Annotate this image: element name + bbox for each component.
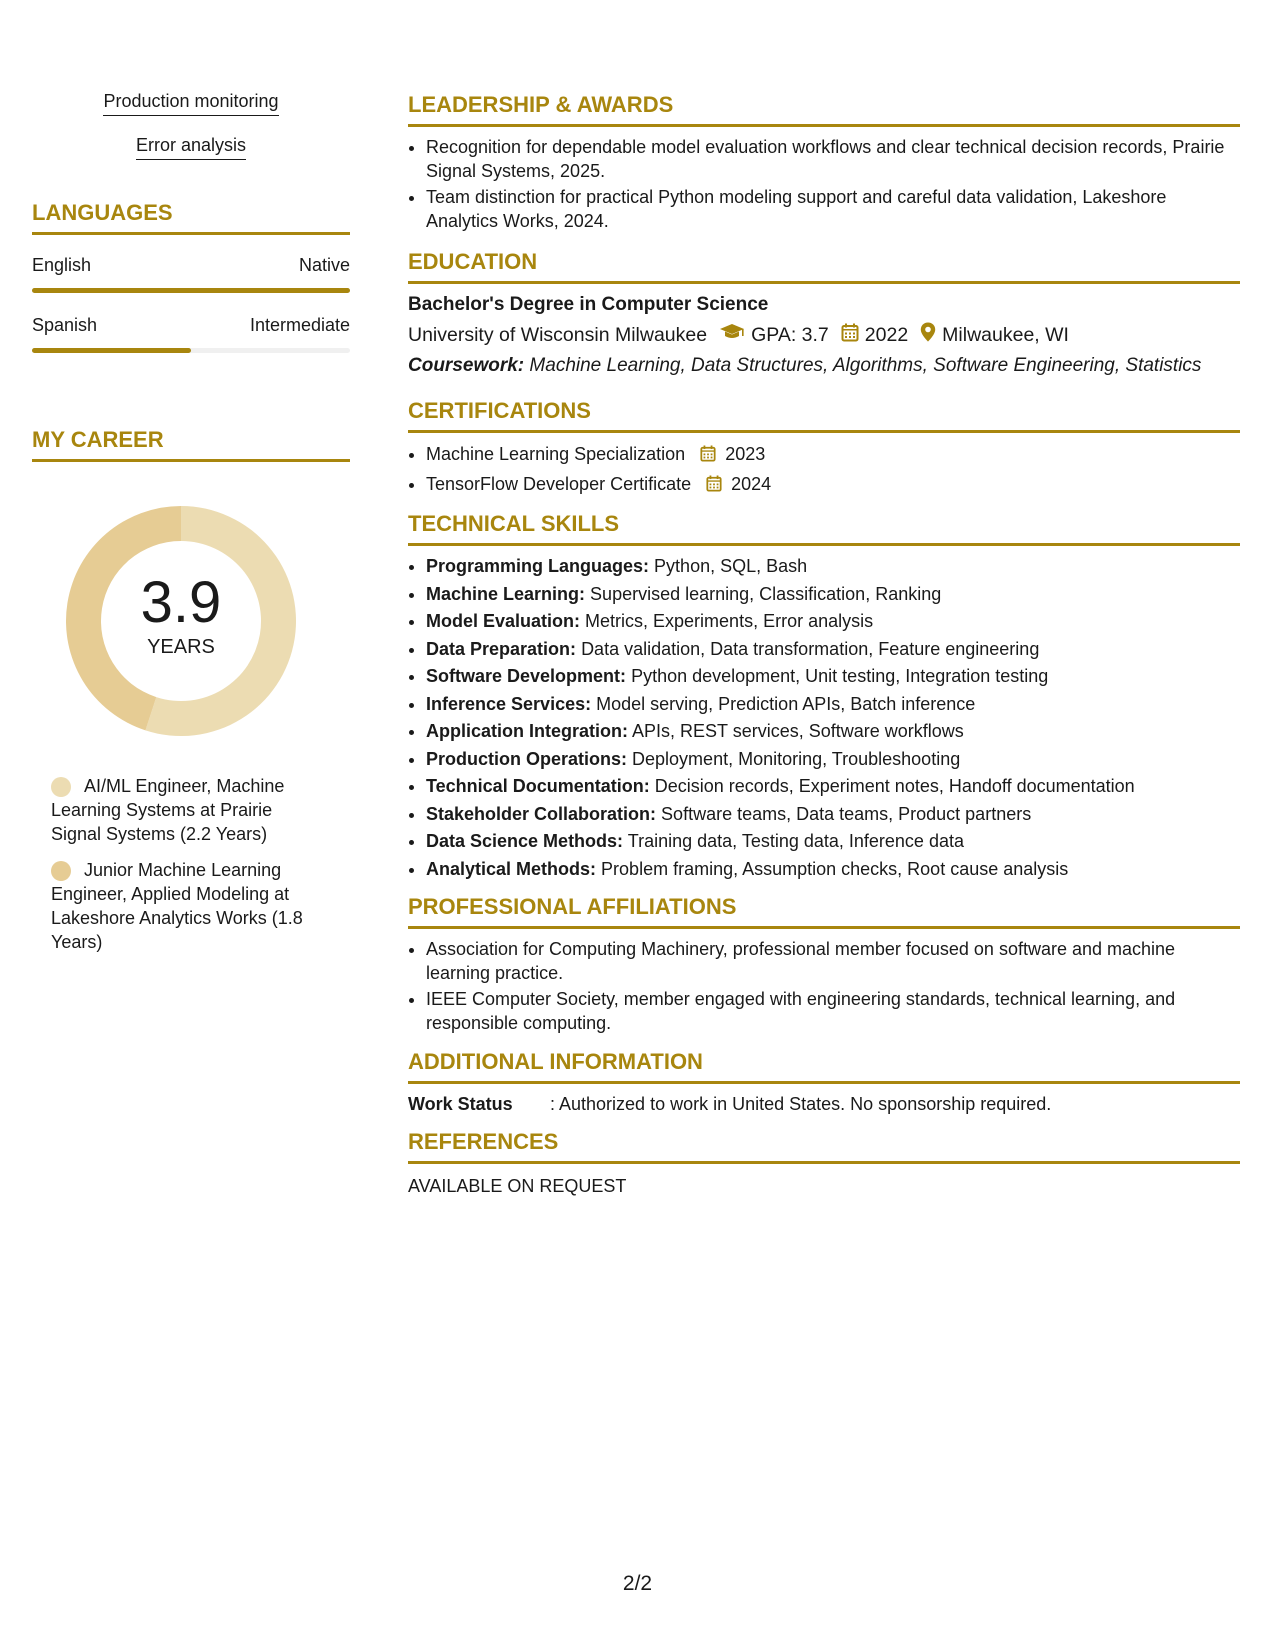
- affiliations-heading: PROFESSIONAL AFFILIATIONS: [408, 894, 1240, 929]
- skill-values: Metrics, Experiments, Error analysis: [585, 611, 874, 631]
- certification-name: Machine Learning Specialization: [426, 444, 686, 464]
- career-legend-dot: [51, 861, 71, 881]
- skill-values: Model serving, Prediction APIs, Batch inference: [596, 693, 976, 714]
- leadership-list: [408, 135, 1240, 233]
- certifications-section: [408, 398, 1240, 499]
- skill-item: [426, 637, 1240, 663]
- list-item: • Recognition for dependable model evaluation workflows and clear technical decision records, Prairie Signal Systems, 2025.: [426, 135, 1240, 183]
- language-level: Native: [298, 255, 350, 275]
- education-details: [408, 322, 1240, 348]
- skill-item: [426, 829, 1240, 855]
- skill-item: [426, 747, 1240, 773]
- career-donut-center: [66, 506, 296, 736]
- education-section: [408, 249, 1240, 378]
- additional-information-section: [408, 1049, 1240, 1115]
- skill-item: [426, 719, 1240, 745]
- language-bar-fill: [32, 288, 350, 293]
- affiliations-section: [408, 894, 1240, 1035]
- skill-values: Training data, Testing data, Inference data: [627, 831, 964, 851]
- references-text: AVAILABLE ON REQUEST: [408, 1176, 627, 1196]
- skill-item: [426, 692, 1240, 718]
- references-heading: REFERENCES: [408, 1129, 1240, 1164]
- certification-year: 2023: [725, 444, 766, 464]
- calendar-icon: [700, 443, 716, 469]
- degree-title: Bachelor's Degree in Computer Science: [408, 294, 769, 315]
- career-item-text: AI/ML Engineer, Machine Learning Systems at Prairie Signal Systems (2.2 Years): [51, 776, 285, 844]
- technical-skills-section: [408, 511, 1240, 882]
- gpa: GPA: 3.7: [751, 323, 829, 346]
- skill-tag-item: [32, 90, 350, 112]
- technical-skills-heading: TECHNICAL SKILLS: [408, 511, 1240, 546]
- list-item: • Association for Computing Machinery, professional member focused on software and machine learning practice.: [426, 937, 1240, 985]
- skill-category: Programming Languages:: [426, 556, 650, 576]
- page-number: 2/2: [622, 1572, 653, 1595]
- education-heading: EDUCATION: [408, 249, 1240, 284]
- skill-category: Stakeholder Collaboration:: [426, 803, 657, 824]
- language-item: [32, 255, 350, 293]
- skill-category: Data Preparation:: [426, 638, 577, 659]
- skill-values: APIs, REST services, Software workflows: [632, 721, 964, 741]
- list-item: • Team distinction for practical Python modeling support and careful data validation, Lakeshore Analytics Works, 2024.: [426, 185, 1240, 233]
- skill-category: Production Operations:: [426, 748, 628, 769]
- language-bar: [32, 288, 350, 293]
- skill-category: Software Development:: [426, 666, 627, 686]
- work-status-row: [408, 1094, 1240, 1115]
- coursework-label: Coursework:: [408, 355, 525, 376]
- skill-values: Problem framing, Assumption checks, Root cause analysis: [601, 858, 1069, 879]
- calendar-icon: [706, 473, 722, 499]
- career-legend-dot: [51, 777, 71, 797]
- languages-heading: LANGUAGES: [32, 200, 350, 235]
- work-status-label: Work Status: [408, 1094, 513, 1114]
- additional-information-heading: ADDITIONAL INFORMATION: [408, 1049, 1240, 1084]
- language-bar-fill: [32, 348, 191, 353]
- sidebar: [32, 80, 350, 954]
- career-item-text: Junior Machine Learning Engineer, Applied Modeling at Lakeshore Analytics Works (1.8 Years): [51, 860, 303, 952]
- languages-section: [32, 200, 350, 353]
- graduation-cap-icon: [719, 323, 745, 347]
- skill-category: Technical Documentation:: [426, 776, 650, 796]
- language-level: Intermediate: [249, 315, 350, 335]
- leadership-section: [408, 92, 1240, 233]
- skill-category: Model Evaluation:: [426, 611, 581, 631]
- leadership-heading: LEADERSHIP & AWARDS: [408, 92, 1240, 127]
- skill-item: [426, 857, 1240, 883]
- skill-item: [426, 802, 1240, 828]
- graduation-year: 2022: [864, 323, 909, 346]
- coursework-list: Machine Learning, Data Structures, Algorithms, Software Engineering, Statistics: [529, 355, 1202, 376]
- certification-year: 2024: [731, 474, 772, 494]
- career-item: [32, 774, 321, 846]
- career-heading: MY CAREER: [32, 427, 350, 462]
- language-bar: [32, 348, 350, 353]
- career-total-unit: YEARS: [147, 636, 215, 658]
- skill-category: Data Science Methods:: [426, 831, 624, 851]
- language-name: Spanish: [32, 315, 98, 335]
- career-donut: [66, 506, 296, 736]
- career-item: [32, 858, 321, 954]
- skill-tag-item: [32, 134, 350, 156]
- skill-tag: Error analysis: [136, 134, 246, 160]
- coursework: [408, 354, 1240, 378]
- skill-category: Analytical Methods:: [426, 858, 597, 879]
- references-section: [408, 1129, 1240, 1197]
- skill-item: [426, 664, 1240, 690]
- list-item: • IEEE Computer Society, member engaged with engineering standards, technical learning, and responsible computing.: [426, 987, 1240, 1035]
- career-list: [32, 774, 350, 954]
- language-item: [32, 315, 350, 353]
- affiliations-list: [408, 937, 1240, 1035]
- skill-values: Decision records, Experiment notes, Handoff documentation: [654, 776, 1135, 796]
- skill-category: Inference Services:: [426, 693, 592, 714]
- certification-item: [426, 441, 1240, 469]
- language-name: English: [32, 255, 92, 275]
- skill-values: Supervised learning, Classification, Ranking: [590, 583, 942, 604]
- skill-item: [426, 582, 1240, 608]
- certification-name: TensorFlow Developer Certificate: [426, 474, 692, 494]
- skill-values: Software teams, Data teams, Product partners: [661, 803, 1032, 824]
- certification-item: [426, 471, 1240, 499]
- calendar-icon: [841, 323, 859, 348]
- location-pin-icon: [920, 322, 936, 348]
- skill-values: Python development, Unit testing, Integration testing: [631, 666, 1049, 686]
- skill-values: Python, SQL, Bash: [654, 556, 808, 576]
- skill-values: Deployment, Monitoring, Troubleshooting: [632, 748, 961, 769]
- skill-tag: Production monitoring: [103, 90, 278, 116]
- technical-skills-list: [408, 554, 1240, 882]
- certifications-heading: CERTIFICATIONS: [408, 398, 1240, 433]
- skill-item: [426, 774, 1240, 800]
- skill-category: Application Integration:: [426, 721, 628, 741]
- skill-item: [426, 554, 1240, 580]
- skill-values: Data validation, Data transformation, Feature engineering: [581, 638, 1040, 659]
- skill-category: Machine Learning:: [426, 583, 586, 604]
- certifications-list: [408, 441, 1240, 499]
- main-column: [408, 80, 1240, 1197]
- school-location: Milwaukee, WI: [942, 323, 1069, 346]
- career-section: [32, 427, 350, 954]
- school-name: University of Wisconsin Milwaukee: [408, 323, 708, 346]
- career-total-value: 3.9: [140, 570, 222, 635]
- skill-item: [426, 609, 1240, 635]
- work-status-value: : Authorized to work in United States. No sponsorship required.: [550, 1094, 1052, 1114]
